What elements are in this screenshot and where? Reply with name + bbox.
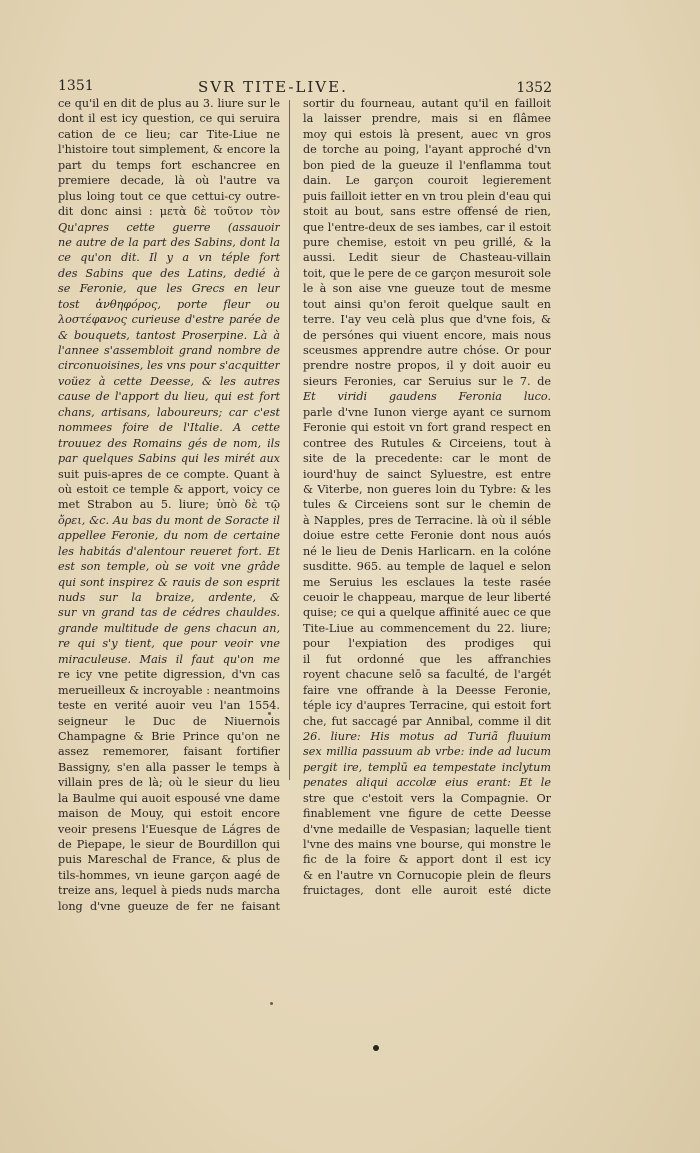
text-line: cation de ce lieu; car Tite-Liue ne	[58, 127, 280, 141]
text-line: susditte. 965. au temple de laquel e selon	[303, 560, 551, 574]
text-line: re icy vne petite digression, d'vn cas	[58, 668, 280, 682]
page-number-right: 1352	[516, 80, 552, 96]
text-line: que l'entre-deux de ses iambes, car il estoit	[303, 220, 551, 234]
text-line: Bassigny, s'en alla passer le temps à	[58, 760, 280, 774]
text-line: treize ans, lequel à pieds nuds marcha	[58, 884, 280, 898]
text-line: ce qu'il en dit de plus au 3. liure sur le	[58, 97, 280, 110]
text-line: où estoit ce temple & apport, voicy ce	[58, 482, 280, 496]
text-line: ce qu'on dit. Il y a vn téple fort	[58, 251, 280, 265]
page-speck	[268, 712, 271, 715]
text-line: cause de l'apport du lieu, qui est fort	[58, 390, 280, 404]
text-line: doiue estre cette Feronie dont nous auós	[303, 529, 551, 543]
text-line: long d'vne gueuze de fer ne faisant	[58, 899, 280, 913]
text-line: part du temps fort eschancree en	[58, 158, 280, 172]
text-line: teste en verité auoir veu l'an 1554.	[58, 699, 280, 713]
text-line: par quelques Sabins qui les mirét aux	[58, 452, 280, 466]
text-line: maison de Mouy, qui estoit encore	[58, 807, 280, 821]
text-line: & bouquets, tantost Proserpine. Là à	[58, 328, 280, 342]
text-line: l'histoire tout simplement, & encore la	[58, 143, 280, 157]
text-line: tils-hommes, vn ieune garçon aagé de	[58, 868, 280, 882]
text-line: est son temple, où se voit vne grâde	[58, 560, 280, 574]
text-line: iourd'huy de sainct Syluestre, est entre	[303, 467, 551, 481]
left-column-text	[58, 96, 280, 914]
text-line: ne autre de la part des Sabins, dont la	[58, 235, 280, 249]
text-line: stre que c'estoit vers la Compagnie. Or	[303, 791, 551, 805]
text-line: la Baulme qui auoit espousé vne dame	[58, 791, 280, 805]
text-line: grande multitude de gens chacun an,	[58, 621, 280, 635]
text-line: il fut ordonné que les affranchies	[303, 652, 551, 666]
text-line: de persónes qui viuent encore, mais nous	[303, 328, 551, 342]
column-divider	[289, 100, 290, 780]
text-line: nommees foire de l'Italie. A cette	[58, 421, 280, 435]
text-line: met Strabon au 5. liure; ὑπὸ δὲ τῷ	[58, 498, 280, 512]
page-number-left: 1351	[58, 78, 94, 94]
text-line: ceuoir le chappeau, marque de leur liberté	[303, 591, 551, 604]
text-line: pergit ire, templū ea tempestate inclytum	[303, 760, 551, 774]
text-line: & en l'autre vn Cornucopie plein de fleurs	[303, 868, 551, 882]
text-line: veoir presens l'Euesque de Lágres de	[58, 822, 280, 836]
text-line: penates aliqui accolæ eius erant: Et le	[303, 776, 551, 790]
text-line: re qui s'y tient, que pour veoir vne	[58, 637, 280, 651]
text-line: se Feronie, que les Grecs en leur	[58, 282, 280, 296]
text-line: l'vne des mains vne bourse, qui monstre le	[303, 838, 551, 851]
text-line: Et viridi gaudens Feronia luco.	[303, 390, 551, 404]
text-line: bon pied de la gueuze il l'enflamma tout	[303, 158, 551, 172]
text-line: λοστέφανος curieuse d'estre parée de	[58, 313, 280, 327]
text-line: terre. I'ay veu celà plus que d'vne fois, &	[303, 313, 551, 327]
text-line: che, fut saccagé par Annibal, comme il dit	[303, 714, 551, 728]
text-line: ὄρει, &c. Au bas du mont de Soracte il	[58, 513, 280, 527]
text-line: pour l'expiation des prodiges qui	[303, 637, 551, 651]
text-line: merueilleux & incroyable : neantmoins	[58, 683, 280, 697]
text-line: l'annee s'assembloit grand nombre de	[58, 344, 280, 357]
text-line: assez rememorer, faisant fortifier	[58, 745, 280, 759]
text-line: premiere decade, là où l'autre va	[58, 174, 280, 188]
text-line: quise; ce qui a quelque affinité auec ce que	[303, 606, 551, 620]
text-line: stoit au bout, sans estre offensé de rien,	[303, 205, 551, 219]
text-line: finablement vne figure de cette Deesse	[303, 807, 551, 821]
text-line: la laisser prendre, mais si en flâmee	[303, 112, 551, 126]
text-line: les habitás d'alentour reueret fort. Et	[58, 544, 280, 558]
text-line: d'vne medaille de Vespasian; laquelle tient	[303, 822, 551, 836]
text-line: me Seruius les esclaues la teste rasée	[303, 575, 551, 589]
text-line: sieurs Feronies, car Seruius sur le 7. de	[303, 374, 551, 388]
text-line: pure chemise, estoit vn peu grillé, & la	[303, 235, 551, 249]
page-speck	[270, 1002, 273, 1005]
text-line: tout ainsi qu'on feroit quelque sault en	[303, 297, 551, 311]
text-line: moy qui estois là present, auec vn gros	[303, 127, 551, 141]
text-line: voüez à cette Deesse, & les autres	[58, 374, 280, 388]
text-line: aussi. Ledit sieur de Chasteau-villain	[303, 251, 551, 265]
text-line: téple icy d'aupres Terracine, qui estoit fort	[303, 699, 551, 713]
text-line: villain pres de là; où le sieur du lieu	[58, 776, 280, 790]
running-title: SVR TITE-LIVE.	[198, 78, 348, 96]
text-line: puis Mareschal de France, & plus de	[58, 853, 280, 867]
text-line: faire vne offrande à la Deesse Feronie,	[303, 683, 551, 697]
text-line: qui sont inspirez & rauis de son esprit	[58, 575, 280, 589]
text-line: prendre nostre propos, il y doit auoir eu	[303, 359, 551, 373]
text-line: toit, que le pere de ce garçon mesuroit sole	[303, 266, 551, 280]
text-line: Qu'apres cette guerre (assauoir	[58, 220, 280, 234]
text-line: sortir du fourneau, autant qu'il en failloit	[303, 97, 551, 110]
text-line: le à son aise vne gueuze tout de mesme	[303, 282, 551, 296]
text-line: 26. liure: His motus ad Turiã fluuium	[303, 729, 551, 743]
text-line: Feronie qui estoit vn fort grand respect en	[303, 421, 551, 435]
right-column-text	[303, 96, 551, 899]
text-line: sceusmes apprendre autre chóse. Or pour	[303, 344, 551, 357]
text-line: miraculeuse. Mais il faut qu'on me	[58, 652, 280, 666]
text-line: dain. Le garçon couroit legierement	[303, 174, 551, 188]
text-line: tules & Circeiens sont sur le chemin de	[303, 498, 551, 512]
text-line: tost ἀνθηφόρος, porte fleur ou	[58, 297, 280, 311]
text-line: seigneur le Duc de Niuernois	[58, 714, 280, 728]
text-line: de Piepape, le sieur de Bourdillon qui	[58, 838, 280, 851]
text-line: fruictages, dont elle auroit esté dicte	[303, 884, 551, 898]
text-line: plus loing tout ce que cettui-cy outre-	[58, 189, 280, 203]
text-line: Champagne & Brie Prince qu'on ne	[58, 729, 280, 743]
text-line: fic de la foire & apport dont il est icy	[303, 853, 551, 867]
text-line: né le lieu de Denis Harlicarn. en la colóne	[303, 544, 551, 558]
running-header	[58, 78, 552, 98]
text-line: appellee Feronie, du nom de certaine	[58, 529, 280, 543]
page-ornament-dot	[373, 1045, 379, 1051]
text-line: dont il est icy question, ce qui seruira	[58, 112, 280, 126]
text-line: royent chacune selō sa faculté, de l'argét	[303, 668, 551, 682]
text-line: & Viterbe, non gueres loin du Tybre: & les	[303, 482, 551, 496]
text-line: sex millia passuum ab vrbe: inde ad lucum	[303, 745, 551, 759]
text-line: trouuez des Romains gés de nom, ils	[58, 436, 280, 450]
text-line: sur vn grand tas de cédres chauldes.	[58, 606, 280, 620]
text-line: circonuoisines, les vns pour s'acquitter	[58, 359, 280, 373]
text-line: site de la precedente: car le mont de	[303, 452, 551, 466]
text-line: dit donc ainsi : μετὰ δὲ τοῦτον τὸν	[58, 205, 280, 219]
text-line: de torche au poing, l'ayant approché d'vn	[303, 143, 551, 157]
text-line: Tite-Liue au commencement du 22. liure;	[303, 621, 551, 635]
text-line: des Sabins que des Latins, dedié à	[58, 266, 280, 280]
text-line: à Napples, pres de Terracine. là où il séble	[303, 513, 551, 527]
text-line: contree des Rutules & Circeiens, tout à	[303, 436, 551, 450]
text-line: chans, artisans, laboureurs; car c'est	[58, 405, 280, 419]
text-line: nuds sur la braize, ardente, &	[58, 591, 280, 604]
text-line: parle d'vne Iunon vierge ayant ce surnom	[303, 405, 551, 419]
text-line: puis failloit ietter en vn trou plein d'eau qui	[303, 189, 551, 203]
text-line: suit puis-apres de ce compte. Quant à	[58, 467, 280, 481]
